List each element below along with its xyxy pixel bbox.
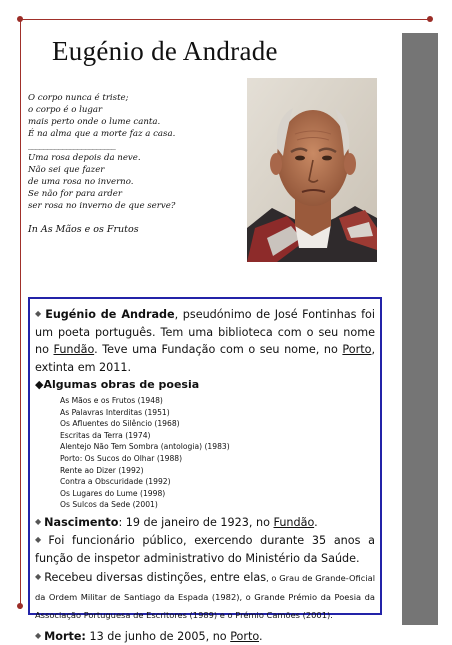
poem-line: Não sei que fazer xyxy=(28,165,105,175)
poem-line: ser rosa no inverno de que serve? xyxy=(28,201,176,211)
career-text: Foi funcionário público, exercendo durante 35 anos a função de inspetor administrativo do Ministério da Saúde. xyxy=(35,534,376,565)
poem-block xyxy=(28,92,238,236)
biography-box xyxy=(28,297,382,643)
bio-intro xyxy=(35,305,375,376)
works-heading-text: Algumas obras de poesia xyxy=(43,378,200,391)
bullet-icon: ◆ xyxy=(35,535,46,545)
corner-dot-top-left xyxy=(17,16,23,22)
portrait-illustration xyxy=(247,78,377,262)
poem-line: o corpo é o lugar xyxy=(28,105,103,115)
portrait-photo xyxy=(247,78,377,262)
work-item: As Mãos e os Frutos (1948) xyxy=(60,396,163,405)
work-item: Alentejo Não Tem Sombra (antologia) (1983) xyxy=(60,442,230,452)
bio-awards xyxy=(35,568,375,625)
poem-divider: _______________________ xyxy=(28,141,116,151)
bio-career xyxy=(35,531,375,567)
work-item: Rente ao Dizer (1992) xyxy=(60,465,144,475)
bio-intro-text: , extinta em 2011. xyxy=(35,343,375,374)
work-item: Contra a Obscuridade (1992) xyxy=(60,477,171,487)
work-item: Os Lugares do Lume (1998) xyxy=(60,488,166,498)
link-fundao-birth[interactable]: Fundão xyxy=(273,515,315,529)
poem-source: In As Mãos e os Frutos xyxy=(28,224,139,235)
side-bar xyxy=(402,33,438,625)
frame-left-line xyxy=(20,19,21,609)
death-label: Morte: xyxy=(44,629,86,643)
frame-top-line xyxy=(20,19,430,20)
works-list xyxy=(60,395,375,511)
bio-death xyxy=(35,627,375,645)
awards-lead: Recebeu diversas distinções, entre elas xyxy=(44,571,267,585)
work-item: As Palavras Interditas (1951) xyxy=(60,407,170,417)
bio-intro-text: , pseudónimo de José Fontinhas foi um poeta português. Tem uma biblioteca com o seu nome no xyxy=(35,308,375,356)
works-heading xyxy=(35,377,375,393)
bio-birth xyxy=(35,513,375,532)
bullet-icon: ◆ xyxy=(35,572,42,582)
bullet-icon: ◆ xyxy=(35,516,42,526)
period: . xyxy=(259,629,263,643)
bullet-icon: ◆ xyxy=(35,630,42,640)
birth-text: : 19 de janeiro de 1923, no xyxy=(118,515,274,529)
awards-text: , o Grau de Grande-Oficial da Ordem Militar de Santiago da Espada (1982), o Grande Prémio da Poesia da Associação Portuguesa de Escritores (1989) e o Prémio Camões (2001). xyxy=(35,573,376,621)
link-porto[interactable]: Porto xyxy=(342,343,372,356)
period: . xyxy=(314,515,318,529)
work-item: Os Afluentes do Silêncio (1968) xyxy=(60,419,180,429)
corner-dot-top-right xyxy=(427,16,433,22)
poem-line: O corpo nunca é triste; xyxy=(28,93,129,103)
death-text: 13 de junho de 2005, no xyxy=(85,629,231,643)
bullet-icon: ◆ xyxy=(35,378,44,391)
corner-dot-bottom-left xyxy=(17,603,23,609)
poem-line: É na alma que a morte faz a casa. xyxy=(28,129,176,139)
poem-line: Uma rosa depois da neve. xyxy=(28,153,141,163)
work-item: Escritas da Terra (1974) xyxy=(60,430,151,440)
birth-label: Nascimento xyxy=(44,515,119,529)
bio-name: Eugénio de Andrade xyxy=(45,308,175,321)
work-item: Porto: Os Sucos do Olhar (1988) xyxy=(60,453,183,463)
bio-intro-text: . Teve uma Fundação com o seu nome, no xyxy=(94,343,343,356)
link-porto-death[interactable]: Porto xyxy=(230,629,260,643)
page-title: Eugénio de Andrade xyxy=(52,36,278,66)
link-fundao[interactable]: Fundão xyxy=(53,343,95,356)
poem-line: mais perto onde o lume canta. xyxy=(28,117,161,127)
work-item: Os Sulcos da Sede (2001) xyxy=(60,500,158,510)
bullet-icon: ◆ xyxy=(35,309,43,318)
poem-line: Se não for para arder xyxy=(28,189,122,199)
poem-line: de uma rosa no inverno. xyxy=(28,177,134,187)
